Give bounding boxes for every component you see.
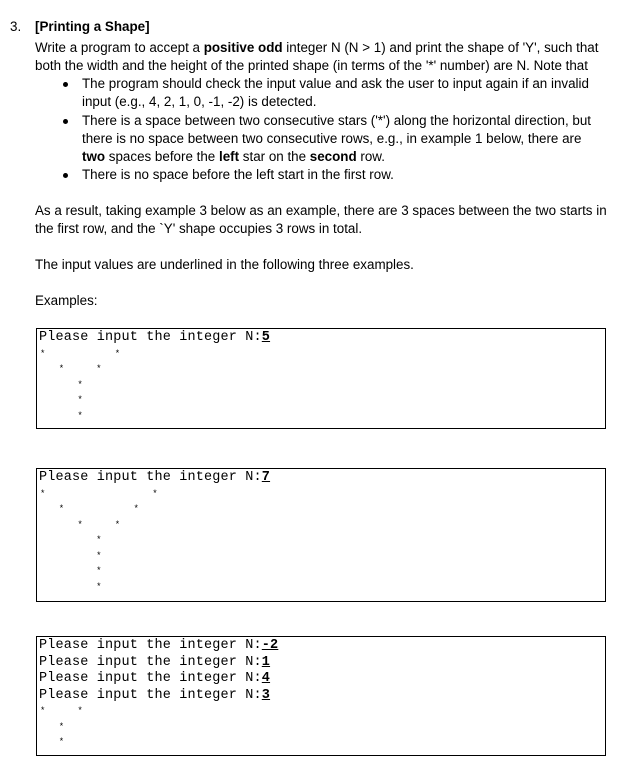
shape-star: * <box>58 364 65 374</box>
result-line: As a result, taking example 3 below as an example, there are 3 spaces between the two starts in <box>35 203 607 218</box>
bullet-line: The program should check the input value and ask the user to input again if an invalid <box>82 76 589 91</box>
prompt-label: Please input the integer N: <box>39 638 262 653</box>
input-value: 1 <box>261 654 271 670</box>
console-prompt-line <box>39 671 270 686</box>
intro-line: Write a program to accept a positive odd integer N (N > 1) and print the shape of 'Y', such that <box>35 40 599 55</box>
shape-star: * <box>96 550 102 561</box>
bullet-line: input (e.g., 4, 2, 1, 0, -1, -2) is detected. <box>82 94 317 109</box>
shape-star: * <box>114 348 121 359</box>
question-number: 3. <box>10 19 22 34</box>
shape-star: * <box>77 379 83 390</box>
shape-star: * <box>77 410 83 421</box>
shape-star: * <box>40 488 46 499</box>
result-line: the first row, and the `Y' shape occupies 3 rows in total. <box>35 221 363 236</box>
example-console <box>36 636 606 756</box>
bullet-icon <box>63 82 68 87</box>
shape-star: * <box>40 348 46 359</box>
input-value: 3 <box>261 687 271 703</box>
prompt-label: Please input the integer N: <box>39 671 262 686</box>
shape-star: * <box>40 706 46 716</box>
example-console <box>36 468 606 602</box>
prompt-label: Please input the integer N: <box>39 470 262 485</box>
console-prompt-line <box>39 470 270 485</box>
input-value: 4 <box>261 671 271 686</box>
prompt-label: Please input the integer N: <box>39 330 262 345</box>
console-prompt-line <box>39 655 270 670</box>
intro-line: both the width and the height of the printed shape (in terms of the '*' number) are N. Note that <box>35 58 588 73</box>
console-prompt-line <box>39 330 270 345</box>
shape-star: * <box>96 364 102 374</box>
prompt-label: Please input the integer N: <box>39 654 262 670</box>
bullet-line: There is no space before the left start in the first row. <box>82 167 394 182</box>
bullet-line: there is no space between two consecutive rows, e.g., in example 1 below, there are <box>82 131 582 146</box>
bullet-icon <box>63 173 68 178</box>
question-title: [Printing a Shape] <box>35 19 150 34</box>
shape-star: * <box>133 504 139 514</box>
shape-star: * <box>77 519 83 530</box>
bullet-line: two spaces before the left star on the second row. <box>82 149 385 164</box>
input-value: 5 <box>261 330 271 345</box>
console-prompt-line <box>39 638 278 653</box>
shape-star: * <box>96 581 102 592</box>
shape-star: * <box>114 519 121 530</box>
shape-star: * <box>77 706 83 716</box>
example-console <box>36 328 606 429</box>
prompt-label: Please input the integer N: <box>39 687 262 703</box>
shape-star: * <box>96 566 102 576</box>
input-value: 7 <box>261 470 271 485</box>
shape-star: * <box>96 535 102 545</box>
console-prompt-line <box>39 688 270 703</box>
input-value: -2 <box>261 638 279 653</box>
bullet-line: There is a space between two consecutive stars ('*') along the horizontal direction, but <box>82 113 592 128</box>
shape-star: * <box>58 737 65 747</box>
shape-star: * <box>58 504 65 514</box>
shape-star: * <box>152 488 158 499</box>
underline-note: The input values are underlined in the following three examples. <box>35 257 414 272</box>
examples-label: Examples: <box>35 293 98 308</box>
shape-star: * <box>58 721 65 732</box>
shape-star: * <box>77 395 83 405</box>
bullet-icon <box>63 119 68 124</box>
